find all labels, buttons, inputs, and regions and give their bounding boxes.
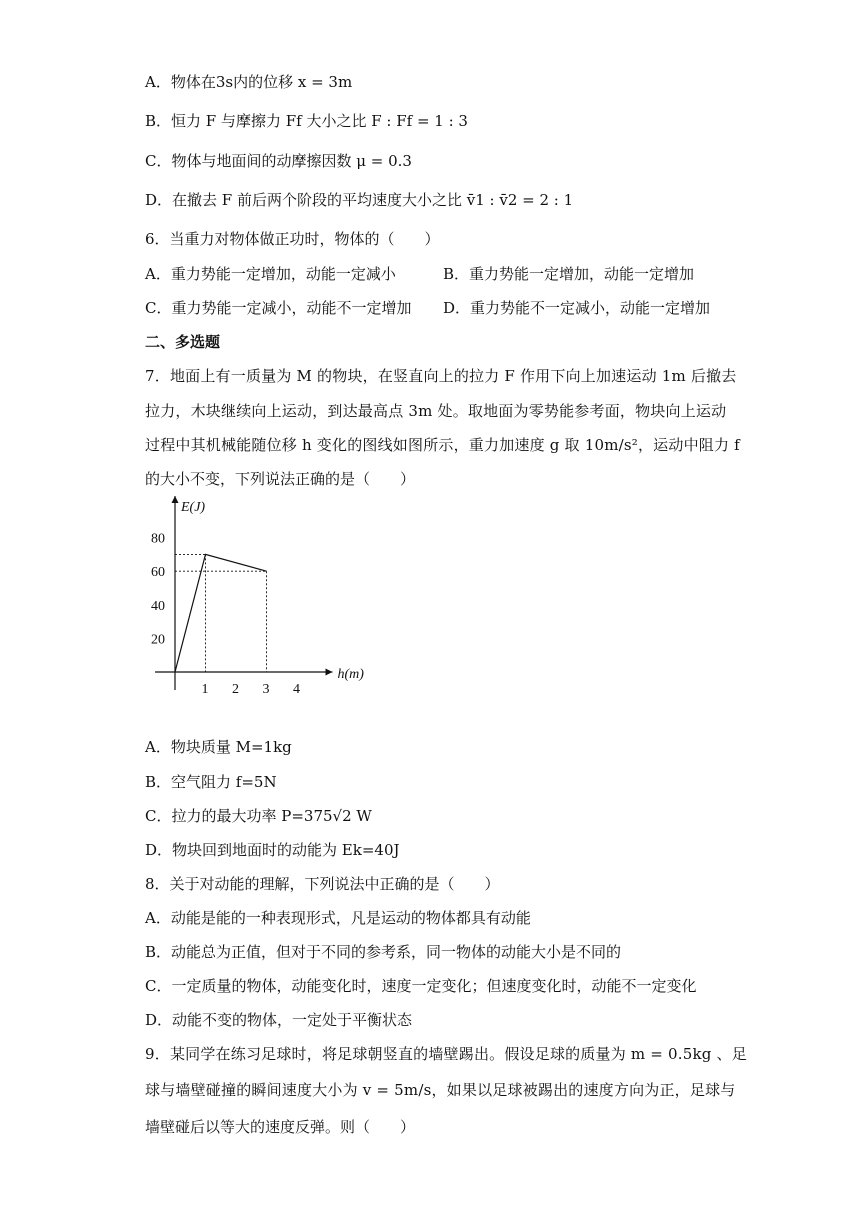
y-tick-label: 60 [151,565,165,581]
energy-line [175,554,267,672]
q7-option-a: A．物块质量 M=1kg [145,738,292,756]
y-tick-label: 40 [151,598,165,614]
q7-stem-line1: 7．地面上有一质量为 M 的物块，在竖直向上的拉力 F 作用下向上加速运动 1m 后撤去 [145,367,737,385]
x-tick-label: 1 [201,682,209,697]
q7-stem-line2: 拉力，木块继续向上运动，到达最高点 3m 处。取地面为零势能参考面，物块向上运动 [145,402,727,420]
q7-option-b: B．空气阻力 f=5N [145,773,277,791]
x-tick-label: 2 [232,682,239,697]
q5-option-c: C．物体与地面间的动摩擦因数 μ = 0.3 [145,152,412,170]
y-tick-label: 80 [151,531,165,547]
q8-stem: 8．关于对动能的理解，下列说法中正确的是（ ） [145,875,500,893]
q8-option-a: A．动能是能的一种表现形式，凡是运动的物体都具有动能 [145,909,531,927]
q7-stem-line3: 过程中其机械能随位移 h 变化的图线如图所示，重力加速度 g 取 10m/s²，运动中阻力 f [145,436,740,454]
q6-option-b: B．重力势能一定增加，动能一定增加 [443,265,695,283]
q6-option-c: C．重力势能一定减小，动能不一定增加 [145,299,412,317]
x-tick-label: 3 [262,682,270,697]
q9-stem-line2: 球与墙壁碰撞的瞬间速度大小为 v = 5m/s，如果以足球被踢出的速度方向为正，足球与 [145,1081,736,1099]
q5-option-b: B．恒力 F 与摩擦力 Ff 大小之比 F : Ff = 1 : 3 [145,112,468,130]
q8-option-b: B．动能总为正值，但对于不同的参考系，同一物体的动能大小是不同的 [145,943,622,961]
q5-option-d: D．在撤去 F 前后两个阶段的平均速度大小之比 v̄1 : v̄2 = 2 : 1 [145,191,574,209]
q6-option-d: D．重力势能不一定减小，动能一定增加 [443,299,711,317]
x-axis-label: h(m) [337,667,364,682]
x-tick-label: 4 [293,682,300,697]
q8-option-c: C．一定质量的物体，动能变化时，速度一定变化；但速度变化时，动能不一定变化 [145,977,697,995]
q9-stem-line3: 墙壁碰后以等大的速度反弹。则（ ） [145,1118,416,1136]
q8-option-d: D．动能不变的物体，一定处于平衡状态 [145,1011,413,1029]
q9-stem-line1: 9．某同学在练习足球时，将足球朝竖直的墙壁踢出。假设足球的质量为 m = 0.5kg 、足 [145,1045,747,1063]
energy-height-chart [140,490,380,700]
q6-option-a: A．重力势能一定增加，动能一定减小 [145,265,396,283]
q5-option-a: A．物体在3s内的位移 x = 3m [145,73,353,91]
y-tick-label: 20 [151,632,165,648]
q7-stem-line4: 的大小不变，下列说法正确的是（ ） [145,470,416,488]
q7-option-d: D．物块回到地面时的动能为 Ek=40J [145,841,400,859]
q7-option-c: C．拉力的最大功率 P=375√2 W [145,807,372,825]
y-axis-label: E(J) [181,500,206,515]
section-heading: 二、多选题 [145,333,221,351]
q6-stem: 6．当重力对物体做正功时，物体的（ ） [145,230,440,248]
